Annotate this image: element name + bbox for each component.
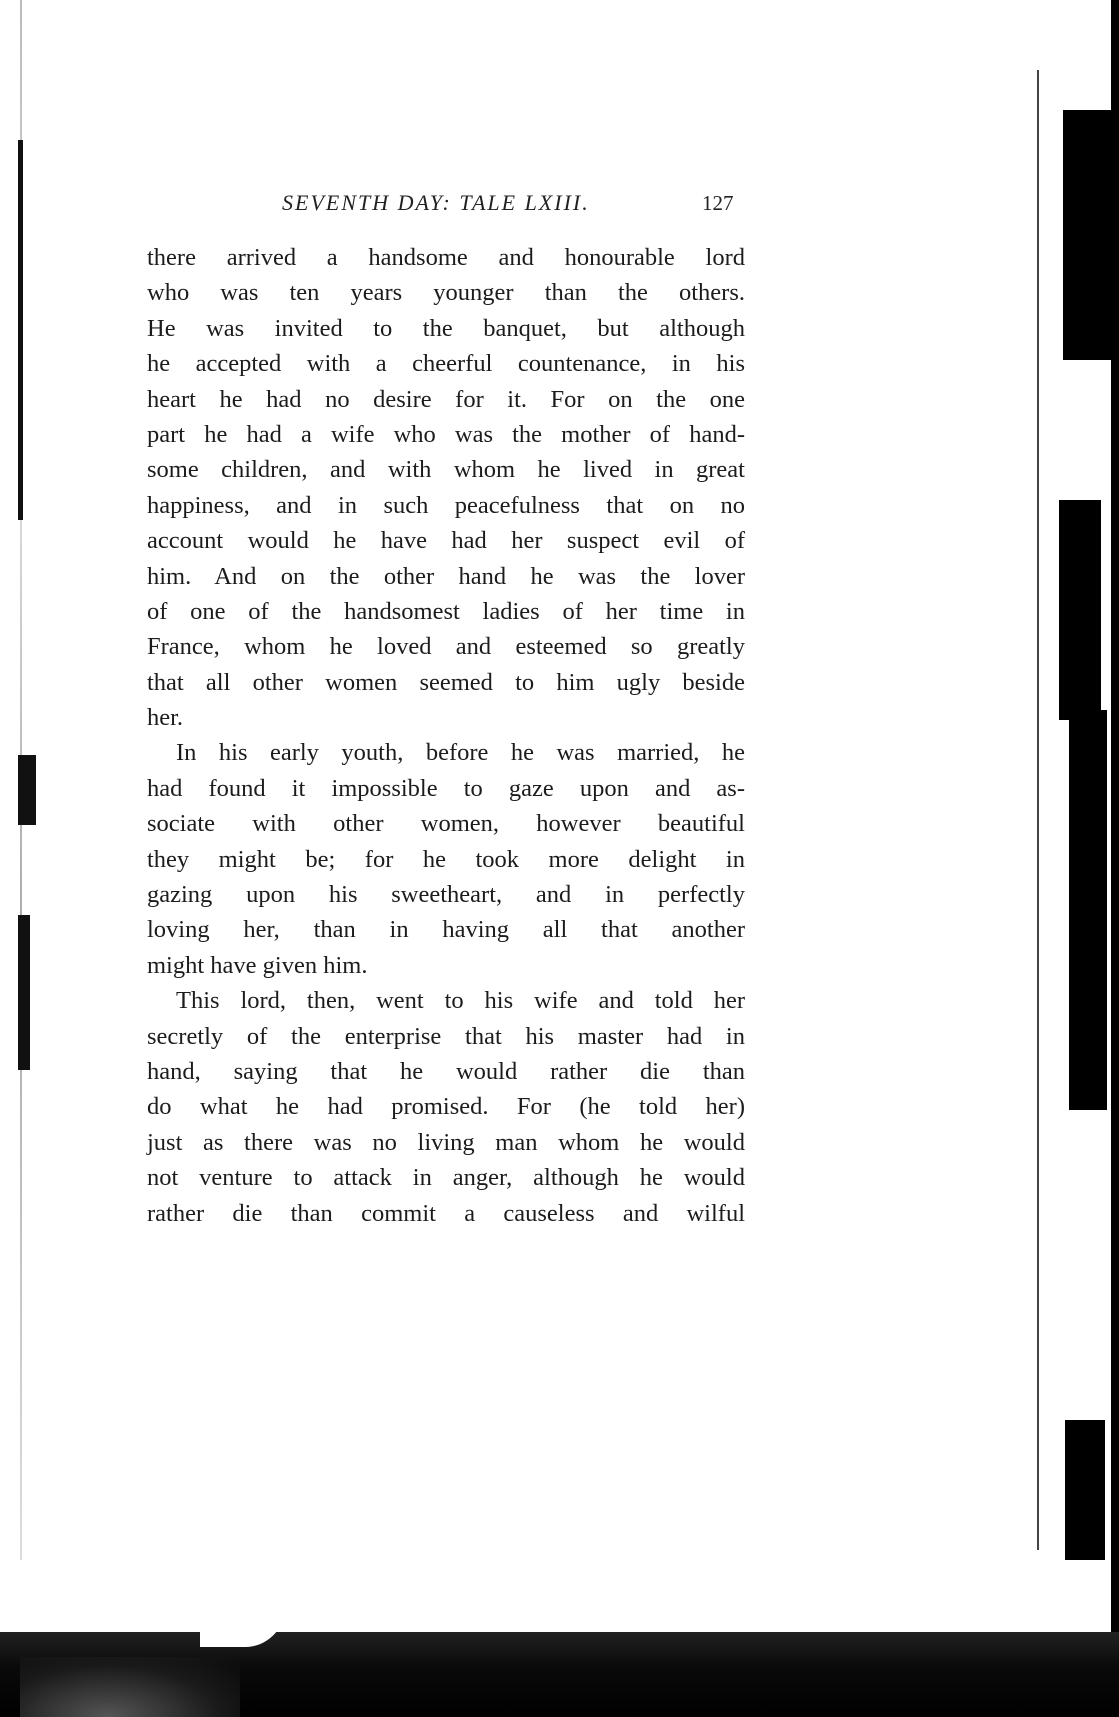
scan-bar-right-4 <box>1065 1420 1105 1560</box>
text-line: might have given him. <box>147 951 368 979</box>
text-line: her. <box>147 704 184 732</box>
text-line: This lord, then, went to his wife and told her <box>176 987 745 1015</box>
scan-bar-right-3 <box>1069 710 1107 1110</box>
text-line: do what he had promised. For (he told her) <box>147 1093 745 1121</box>
scan-edge-right <box>1111 0 1119 1717</box>
text-line: that all other women seemed to him ugly beside <box>147 668 745 696</box>
text-line: had found it impossible to gaze upon and as- <box>147 774 745 802</box>
text-line: not venture to attack in anger, although he would <box>147 1164 745 1192</box>
text-line: sociate with other women, however beautiful <box>147 810 745 838</box>
text-line: they might be; for he took more delight in <box>147 845 745 873</box>
text-line: there arrived a handsome and honourable lord <box>147 244 745 271</box>
text-line: loving her, than in having all that another <box>147 916 745 944</box>
body-text <box>147 240 745 1231</box>
text-line: him. And on the other hand he was the lover <box>147 562 745 590</box>
scan-mark-left-1 <box>18 140 23 520</box>
scan-line-right <box>1037 70 1039 1550</box>
paragraph-3 <box>147 983 745 1231</box>
text-line: part he had a wife who was the mother of hand- <box>147 420 745 448</box>
text-line: some children, and with whom he lived in great <box>147 456 745 484</box>
text-line: heart he had no desire for it. For on the one <box>147 385 745 413</box>
text-line: hand, saying that he would rather die than <box>147 1057 745 1085</box>
page-number: 127 <box>702 191 734 215</box>
text-line: just as there was no living man whom he would <box>147 1128 745 1156</box>
scan-bar-right-1 <box>1063 110 1111 360</box>
running-head: SEVENTH DAY: TALE LXIII. <box>282 190 590 215</box>
text-line: gazing upon his sweetheart, and in perfectly <box>147 881 745 909</box>
text-line: secretly of the enterprise that his master had in <box>147 1022 745 1050</box>
scan-light-bottom <box>20 1657 240 1717</box>
paragraph-2 <box>147 735 745 983</box>
text-line: of one of the handsomest ladies of her time in <box>147 597 745 625</box>
text-line: rather die than commit a causeless and wilful <box>147 1199 745 1227</box>
text-line: who was ten years younger than the others. <box>147 279 745 307</box>
text-line: account would he have had her suspect evil of <box>147 527 745 555</box>
paragraph-1 <box>147 240 745 735</box>
text-line: France, whom he loved and esteemed so greatly <box>147 633 745 661</box>
text-line: happiness, and in such peacefulness that on no <box>147 491 745 519</box>
scan-mark-left-3 <box>18 915 30 1070</box>
scan-mark-left-2 <box>18 755 36 825</box>
text-line: He was invited to the banquet, but although <box>147 314 745 342</box>
text-line: In his early youth, before he was married, he <box>176 739 745 767</box>
scan-bar-right-2 <box>1059 500 1101 720</box>
text-line: he accepted with a cheerful countenance, in his <box>147 350 745 378</box>
